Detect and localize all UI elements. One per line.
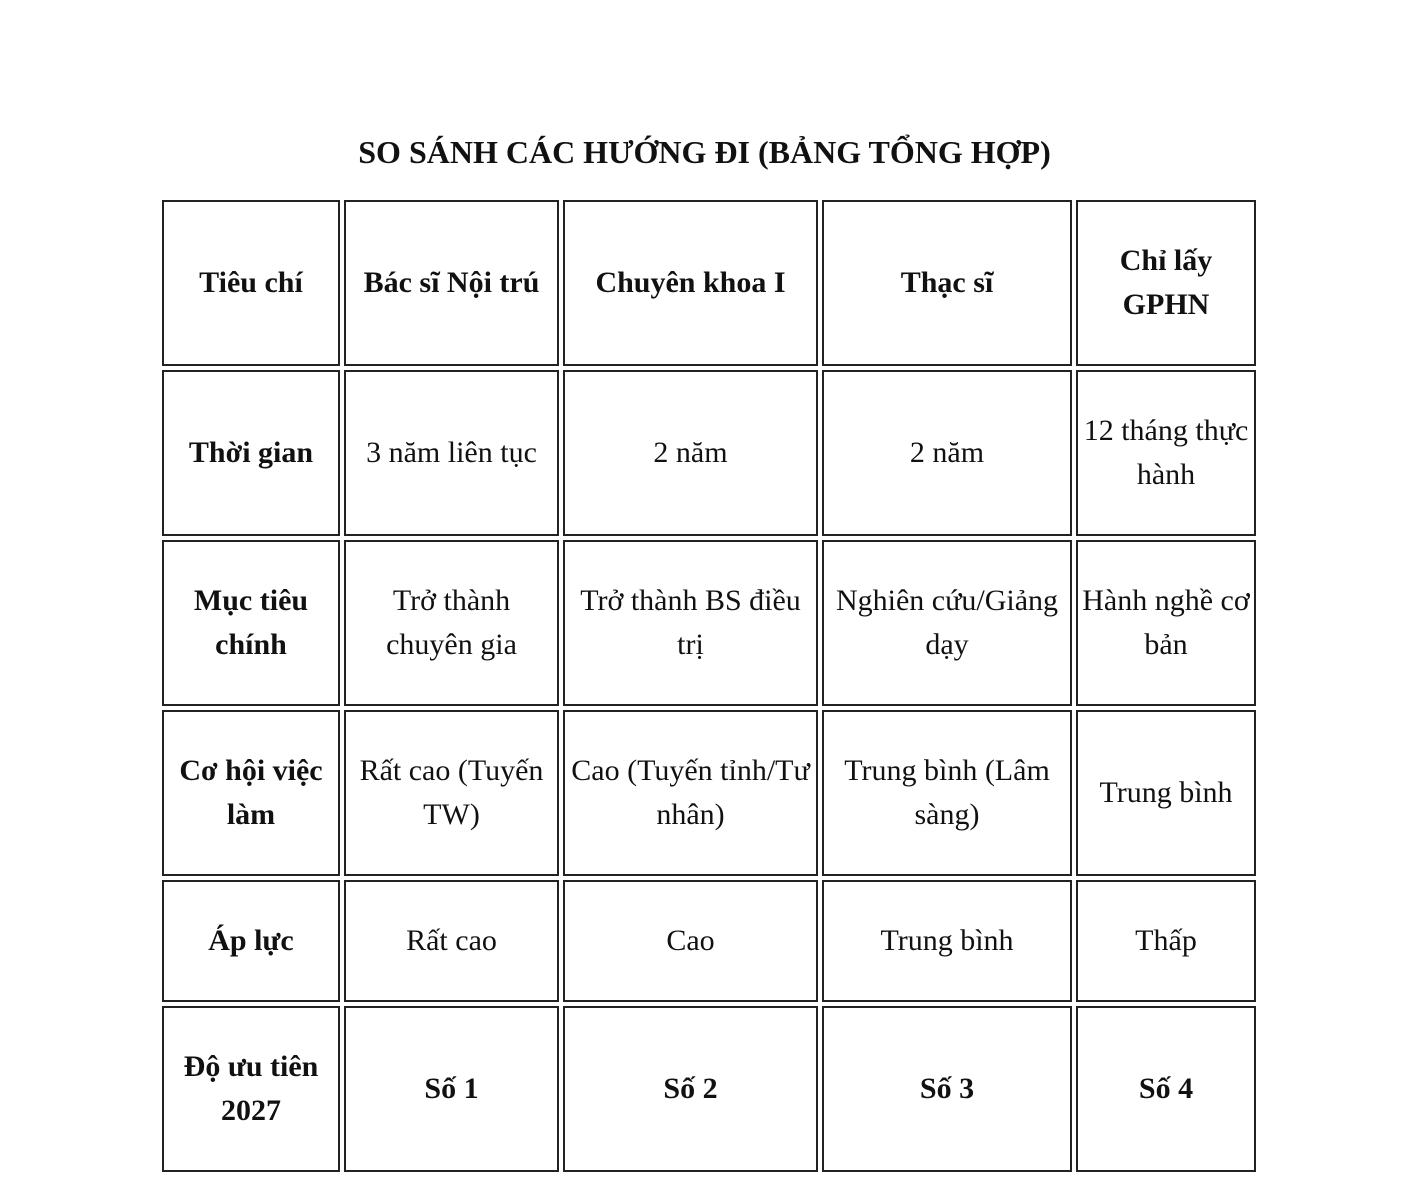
header-cell-specialist-1: Chuyên khoa I xyxy=(563,200,818,366)
table-cell: Cao (Tuyến tỉnh/Tư nhân) xyxy=(563,710,818,876)
table-cell: Nghiên cứu/Giảng dạy xyxy=(822,540,1072,706)
table-header-row xyxy=(162,200,1256,366)
table-row-main-goal xyxy=(162,540,1256,706)
table-cell: Số 1 xyxy=(344,1006,559,1172)
table-cell: 2 năm xyxy=(563,370,818,536)
header-cell-license-only: Chỉ lấy GPHN xyxy=(1076,200,1256,366)
header-cell-criterion: Tiêu chí xyxy=(162,200,340,366)
document-title: SO SÁNH CÁC HƯỚNG ĐI (BẢNG TỔNG HỢP) xyxy=(358,134,1051,170)
table-cell: 12 tháng thực hành xyxy=(1076,370,1256,536)
comparison-table xyxy=(158,196,1260,1176)
table-row-job-opportunity xyxy=(162,710,1256,876)
table-cell: Rất cao (Tuyến TW) xyxy=(344,710,559,876)
table-cell: Trung bình xyxy=(1076,710,1256,876)
table-cell: 3 năm liên tục xyxy=(344,370,559,536)
table-cell: Trở thành chuyên gia xyxy=(344,540,559,706)
table-cell: Cao xyxy=(563,880,818,1002)
table-row-duration xyxy=(162,370,1256,536)
row-label: Thời gian xyxy=(162,370,340,536)
table-cell: 2 năm xyxy=(822,370,1072,536)
table-cell: Rất cao xyxy=(344,880,559,1002)
table-cell: Số 3 xyxy=(822,1006,1072,1172)
table-cell: Hành nghề cơ bản xyxy=(1076,540,1256,706)
table-cell: Trung bình (Lâm sàng) xyxy=(822,710,1072,876)
header-cell-master: Thạc sĩ xyxy=(822,200,1072,366)
header-cell-resident-doctor: Bác sĩ Nội trú xyxy=(344,200,559,366)
row-label: Áp lực xyxy=(162,880,340,1002)
row-label: Độ ưu tiên 2027 xyxy=(162,1006,340,1172)
table-cell: Số 4 xyxy=(1076,1006,1256,1172)
row-label: Mục tiêu chính xyxy=(162,540,340,706)
table-row-priority xyxy=(162,1006,1256,1172)
table-cell: Trung bình xyxy=(822,880,1072,1002)
table-cell: Trở thành BS điều trị xyxy=(563,540,818,706)
table-row-pressure xyxy=(162,880,1256,1002)
table-cell: Số 2 xyxy=(563,1006,818,1172)
table-cell: Thấp xyxy=(1076,880,1256,1002)
row-label: Cơ hội việc làm xyxy=(162,710,340,876)
